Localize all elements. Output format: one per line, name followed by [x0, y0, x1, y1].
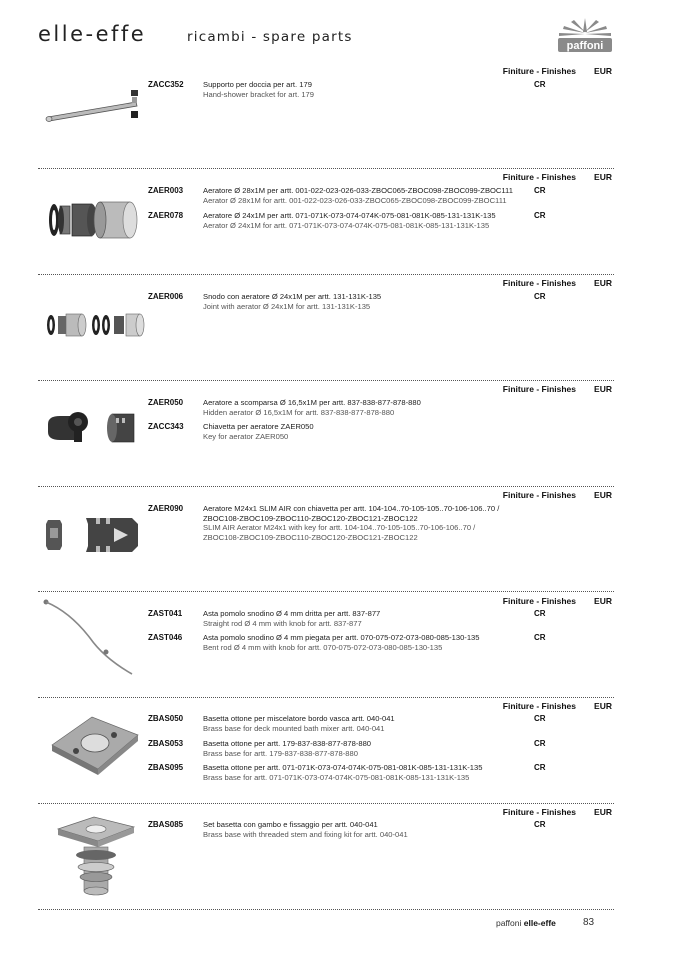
eur-header: EUR — [594, 490, 612, 500]
finish-value: CR — [534, 186, 546, 195]
finishes-header: Finiture - Finishes — [502, 66, 576, 76]
joint-aerator-image — [46, 310, 146, 340]
finish-value: CR — [534, 80, 546, 89]
finish-value: CR — [534, 609, 546, 618]
eur-header: EUR — [594, 278, 612, 288]
product-code: ZACC343 — [148, 422, 184, 431]
product-code: ZAER003 — [148, 186, 184, 195]
eur-header: EUR — [594, 596, 612, 606]
finishes-header: Finiture - Finishes — [502, 807, 576, 817]
product-code: ZACC352 — [148, 80, 184, 89]
finish-value: CR — [534, 292, 546, 301]
eur-header: EUR — [594, 701, 612, 711]
finishes-header: Finiture - Finishes — [502, 172, 576, 182]
finishes-header: Finiture - Finishes — [502, 596, 576, 606]
product-code: ZBAS095 — [148, 763, 184, 772]
eur-header: EUR — [594, 384, 612, 394]
section-divider — [38, 909, 614, 910]
desc-en: Brass base for deck mounted bath mixer artt. 040-041 — [203, 723, 385, 733]
section-divider — [38, 697, 614, 698]
product-code: ZBAS050 — [148, 714, 184, 723]
product-code: ZAST041 — [148, 609, 183, 618]
desc-it: Aeratore Ø 24x1M per artt. 071-071K-073-074-074K-075-081-081K-085-131-131K-135 — [203, 211, 496, 220]
desc-it: Aeratore M24x1 SLIM AIR con chiavetta per artt. 104-104..70-105-105..70-106-106..70 / ZBOC108-ZBOC109-ZBOC110-ZBOC120-ZBOC121-ZBOC122 — [203, 504, 500, 523]
slim-air-aerator-image — [44, 514, 144, 556]
desc-it: Basetta ottone per miscelatore bordo vasca artt. 040-041 — [203, 714, 395, 723]
eur-header: EUR — [594, 172, 612, 182]
page-number: 83 — [583, 917, 595, 928]
footer-brand-line: elle-effe — [523, 918, 556, 928]
desc-it: Aeratore Ø 28x1M per artt. 001-022-023-026-033-ZBOC065-ZBOC098-ZBOC099-ZBOC111 — [203, 186, 513, 195]
desc-en: Bent rod Ø 4 mm with knob for artt. 070-075-072-073-080-085-130-135 — [203, 642, 443, 652]
product-code: ZAER078 — [148, 211, 184, 220]
shower-bracket-image — [44, 84, 144, 124]
desc-it: Supporto per doccia per art. 179 — [203, 80, 312, 89]
desc-it: Basetta ottone per artt. 179-837-838-877-878-880 — [203, 739, 372, 748]
finishes-header: Finiture - Finishes — [502, 384, 576, 394]
base-kit-image — [54, 815, 138, 897]
finishes-header: Finiture - Finishes — [502, 278, 576, 288]
finishes-header: Finiture - Finishes — [502, 490, 576, 500]
eur-header: EUR — [594, 66, 612, 76]
section-divider — [38, 486, 614, 487]
brass-base-image — [48, 713, 142, 781]
product-code: ZAER006 — [148, 292, 184, 301]
desc-it: Set basetta con gambo e fissaggio per artt. 040-041 — [203, 820, 378, 829]
rod-image — [42, 598, 138, 678]
desc-en: Aerator Ø 24x1M for artt. 071-071K-073-074-074K-075-081-081K-085-131-131K-135 — [203, 220, 490, 230]
product-code: ZBAS053 — [148, 739, 184, 748]
footer-brand: paffoni — [496, 918, 522, 928]
section-divider — [38, 274, 614, 275]
desc-en: Brass base with threaded stem and fixing kit for artt. 040-041 — [203, 829, 408, 839]
desc-it: Chiavetta per aeratore ZAER050 — [203, 422, 314, 431]
hidden-aerator-image — [46, 408, 146, 448]
desc-en: Brass base for artt. 071-071K-073-074-074K-075-081-081K-085-131-131K-135 — [203, 772, 470, 782]
aerator-parts-image — [48, 196, 148, 244]
desc-it: Asta pomolo snodino Ø 4 mm piegata per artt. 070-075-072-073-080-085-130-135 — [203, 633, 480, 642]
section-divider — [38, 380, 614, 381]
section-divider — [38, 803, 614, 804]
finish-value: CR — [534, 820, 546, 829]
finish-value: CR — [534, 714, 546, 723]
finishes-header: Finiture - Finishes — [502, 701, 576, 711]
brand-title: elle-effe — [38, 22, 147, 46]
desc-en: Aerator Ø 28x1M for artt. 001-022-023-026-033-ZBOC065-ZBOC098-ZBOC099-ZBOC111 — [203, 195, 507, 205]
product-code: ZAER050 — [148, 398, 184, 407]
desc-it: Basetta ottone per artt. 071-071K-073-074-074K-075-081-081K-085-131-131K-135 — [203, 763, 483, 772]
svg-text:paffoni: paffoni — [566, 40, 604, 52]
desc-en: Key for aerator ZAER050 — [203, 431, 289, 441]
eur-header: EUR — [594, 807, 612, 817]
desc-it: Snodo con aeratore Ø 24x1M per artt. 131-131K-135 — [203, 292, 382, 301]
product-code: ZAST046 — [148, 633, 183, 642]
desc-it: Aeratore a scomparsa Ø 16,5x1M per artt. 837-838-877-878-880 — [203, 398, 421, 407]
paffoni-logo — [556, 16, 614, 54]
desc-en: Hidden aerator Ø 16,5x1M for artt. 837-838-877-878-880 — [203, 407, 395, 417]
finish-value: CR — [534, 763, 546, 772]
section-divider — [38, 168, 614, 169]
desc-en: Joint with aerator Ø 24x1M for artt. 131-131K-135 — [203, 301, 371, 311]
section-divider — [38, 591, 614, 592]
desc-en: Straight rod Ø 4 mm with knob for artt. 837-877 — [203, 618, 362, 628]
desc-en: Brass base for artt. 179-837-838-877-878-880 — [203, 748, 358, 758]
desc-it: Asta pomolo snodino Ø 4 mm dritta per artt. 837-877 — [203, 609, 381, 618]
finish-value: CR — [534, 739, 546, 748]
page-subtitle: ricambi - spare parts — [187, 29, 353, 45]
product-code: ZBAS085 — [148, 820, 184, 829]
product-code: ZAER090 — [148, 504, 184, 513]
desc-en: SLIM AIR Aerator M24x1 with key for artt. 104-104..70-105-105..70-106-106..70 / ZBOC108-ZBOC109-ZBOC110-ZBOC120-ZBOC121-ZBOC122 — [203, 523, 476, 542]
finish-value: CR — [534, 633, 546, 642]
desc-en: Hand-shower bracket for art. 179 — [203, 89, 315, 99]
finish-value: CR — [534, 211, 546, 220]
